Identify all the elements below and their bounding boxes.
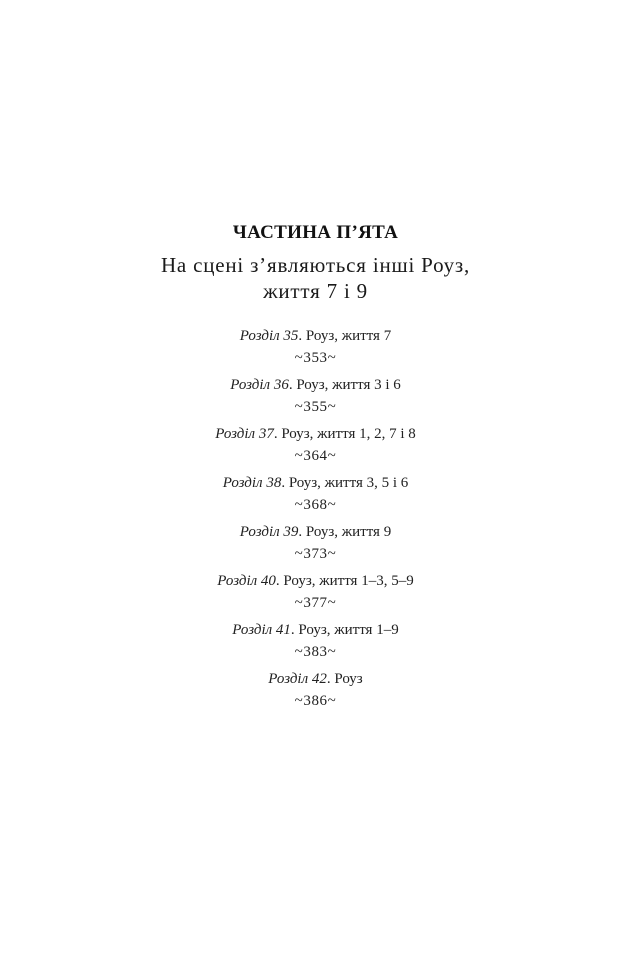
toc-entry-line bbox=[0, 669, 631, 691]
chapter-label: Розділ 35 bbox=[239, 328, 299, 344]
chapter-label: Розділ 38 bbox=[222, 475, 282, 491]
toc-entry-37 bbox=[0, 424, 631, 473]
part-heading: ЧАСТИНА П’ЯТА bbox=[232, 222, 399, 243]
chapter-title: . Роуз, життя 9 bbox=[298, 524, 392, 540]
chapter-page-number: ~377~ bbox=[294, 595, 337, 611]
toc-entry-line bbox=[0, 620, 631, 642]
chapter-title: . Роуз, життя 1–9 bbox=[290, 622, 399, 638]
toc-entry-39 bbox=[0, 522, 631, 571]
toc-entry-line bbox=[0, 424, 631, 446]
toc-entry-38 bbox=[0, 473, 631, 522]
chapter-label: Розділ 39 bbox=[239, 524, 299, 540]
toc-entry-line bbox=[0, 571, 631, 593]
chapter-page-number: ~364~ bbox=[294, 448, 337, 464]
chapter-title: . Роуз, життя 1, 2, 7 і 8 bbox=[273, 426, 416, 442]
chapter-page-number: ~383~ bbox=[294, 644, 337, 660]
chapter-page-number: ~355~ bbox=[294, 399, 337, 415]
chapter-title: . Роуз bbox=[326, 671, 363, 687]
chapter-label: Розділ 42 bbox=[268, 671, 327, 687]
part-subtitle-line-1: На сцені з’являються інші Роуз, bbox=[160, 253, 471, 277]
chapter-page-number: ~373~ bbox=[294, 546, 337, 562]
chapter-title: . Роуз, життя 7 bbox=[298, 328, 392, 344]
chapter-label: Розділ 37 bbox=[215, 426, 274, 442]
table-of-contents bbox=[0, 326, 631, 718]
chapter-page-number: ~353~ bbox=[294, 350, 337, 366]
toc-entry-42 bbox=[0, 669, 631, 718]
chapter-label: Розділ 36 bbox=[230, 377, 289, 393]
chapter-title: . Роуз, життя 1–3, 5–9 bbox=[275, 573, 414, 589]
toc-entry-line bbox=[0, 375, 631, 397]
toc-entry-36 bbox=[0, 375, 631, 424]
chapter-page-number: ~386~ bbox=[294, 693, 337, 709]
toc-entry-line bbox=[0, 473, 631, 495]
chapter-title: . Роуз, життя 3, 5 і 6 bbox=[281, 475, 409, 491]
chapter-label: Розділ 40 bbox=[217, 573, 276, 589]
chapter-page-number: ~368~ bbox=[294, 497, 337, 513]
toc-entry-line bbox=[0, 326, 631, 348]
chapter-title: . Роуз, життя 3 і 6 bbox=[288, 377, 401, 393]
toc-entry-35 bbox=[0, 326, 631, 375]
part-subtitle bbox=[0, 252, 631, 304]
chapter-label: Розділ 41 bbox=[232, 622, 291, 638]
part-subtitle-line-2: життя 7 і 9 bbox=[263, 279, 368, 303]
toc-entry-40 bbox=[0, 571, 631, 620]
toc-entry-line bbox=[0, 522, 631, 544]
toc-entry-41 bbox=[0, 620, 631, 669]
